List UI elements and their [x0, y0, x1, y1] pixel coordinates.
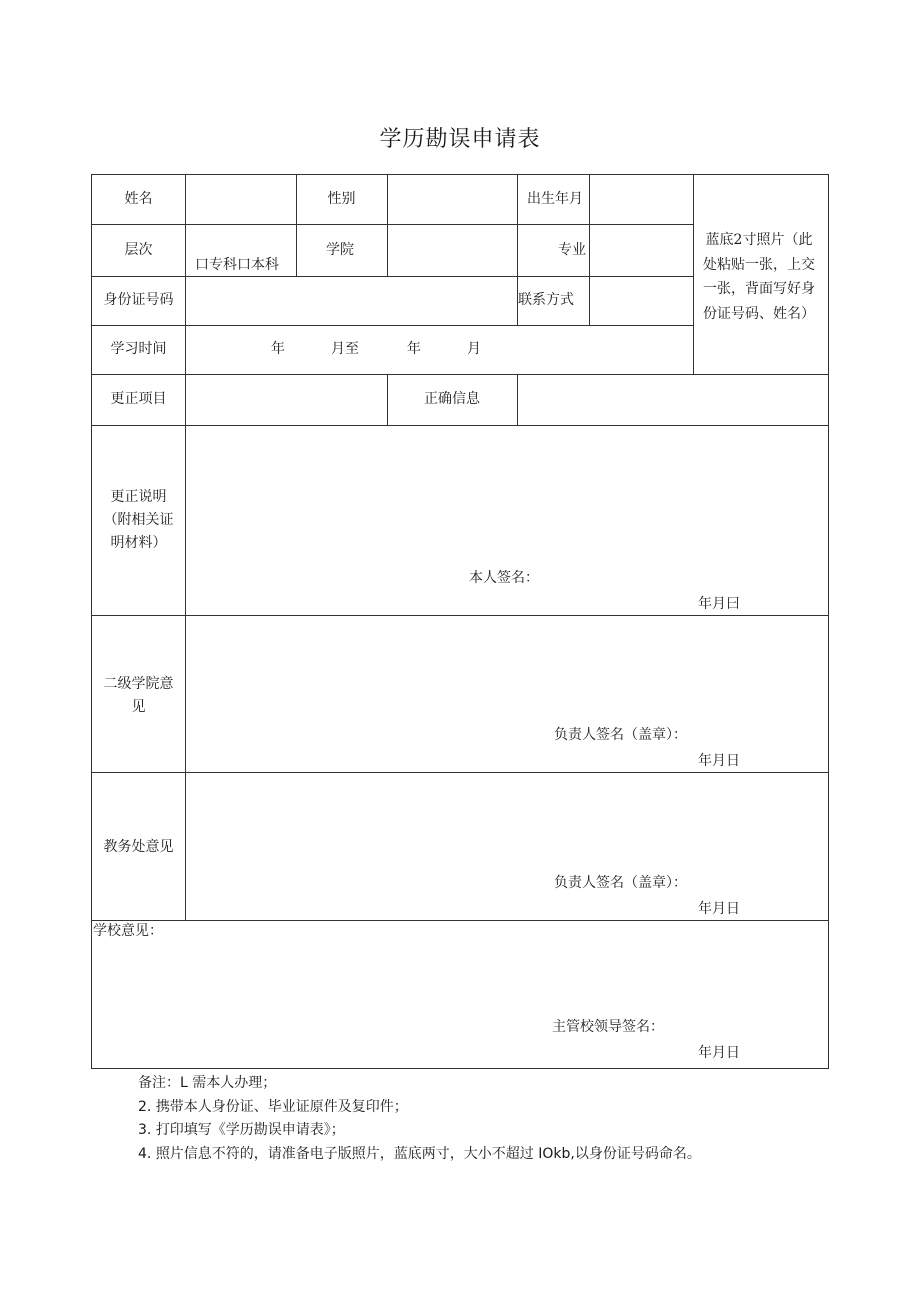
date-line: 年月日 [698, 753, 740, 769]
study-year-1: 年 [271, 341, 285, 357]
note-number: 4. [138, 1145, 152, 1162]
study-year-2: 年 [407, 341, 421, 357]
photo-instruction: 一张，背面写好身 [703, 281, 815, 297]
label-explanation-line: 更正说明 [110, 489, 167, 505]
label-gender: 性别 [327, 191, 356, 207]
school-leader-signature: 主管校领导签名： [552, 1019, 664, 1035]
notes [138, 1072, 701, 1166]
note-text: 打印填写《学历勘误申请表》； [155, 1122, 345, 1138]
page-title: 学历勘误申请表 [379, 127, 541, 152]
label-correct-info: 正确信息 [424, 391, 480, 407]
study-month-2: 月 [467, 341, 481, 357]
label-study-time: 学习时间 [110, 341, 167, 357]
label-explanation-line: （附相关证 [103, 512, 174, 528]
row-divider [92, 374, 829, 375]
row-divider [92, 276, 694, 277]
leader-signature: 负责人签名（盖章）： [554, 875, 687, 891]
label-birth: 出生年月 [527, 191, 583, 207]
label-college: 学院 [326, 242, 354, 258]
date-line: 年月曰 [698, 596, 740, 612]
col-divider [185, 175, 186, 920]
note-item [138, 1119, 701, 1143]
row-divider [92, 224, 694, 225]
note-item [138, 1143, 701, 1167]
label-id-number: 身份证号码 [103, 292, 174, 308]
row-divider [92, 325, 694, 326]
note-text: 照片信息不符的，请准备电子版照片，蓝底两寸，大小不超过 [155, 1145, 534, 1162]
note-text: 携带本人身份证、毕业证原件及复印件； [155, 1098, 408, 1115]
note-number: L [180, 1075, 188, 1091]
date-line: 年月日 [698, 901, 740, 917]
label-major: 专业 [558, 242, 586, 258]
note-number: 2. [138, 1098, 152, 1115]
level-options[interactable]: 口专科口本科 [195, 257, 279, 273]
label-name: 姓名 [124, 191, 153, 207]
label-affairs-opinion: 教务处意见 [103, 839, 174, 855]
photo-instruction: 处粘贴一张，上交 [703, 256, 815, 273]
self-signature: 本人签名： [469, 570, 539, 586]
photo-instruction: 份证号码、姓名） [703, 305, 815, 322]
label-college-opinion [92, 673, 185, 719]
col-divider [517, 374, 518, 425]
note-text: 以身份证号码命名。 [574, 1145, 701, 1162]
row-divider [92, 920, 829, 921]
label-explanation [92, 486, 185, 555]
label-level: 层次 [124, 242, 153, 258]
row-divider [92, 615, 829, 616]
study-month-to: 月至 [331, 341, 359, 357]
col-divider [589, 175, 590, 325]
note-size: IOkb, [538, 1145, 575, 1162]
row-divider [92, 425, 829, 426]
row-divider [92, 772, 829, 773]
note-text: 需本人办理； [192, 1075, 277, 1091]
date-line: 年月日 [698, 1045, 740, 1061]
photo-placeholder [693, 228, 825, 326]
note-item [138, 1096, 701, 1120]
col-divider [387, 175, 388, 276]
photo-instruction: 蓝底2寸照片（此 [705, 232, 813, 248]
leader-signature: 负责人签名（盖章）： [554, 727, 687, 743]
label-college-opinion-line: 二级学院意 [103, 676, 174, 692]
label-explanation-line: 明材料） [110, 535, 167, 551]
label-college-opinion-line: 见 [131, 699, 146, 715]
label-school-opinion: 学校意见： [93, 923, 163, 939]
label-contact: 联系方式 [518, 292, 574, 308]
note-prefix: 备注： [138, 1075, 180, 1091]
label-correct-item: 更正项目 [110, 391, 167, 407]
note-number: 3. [138, 1122, 152, 1138]
note-item [138, 1072, 701, 1096]
